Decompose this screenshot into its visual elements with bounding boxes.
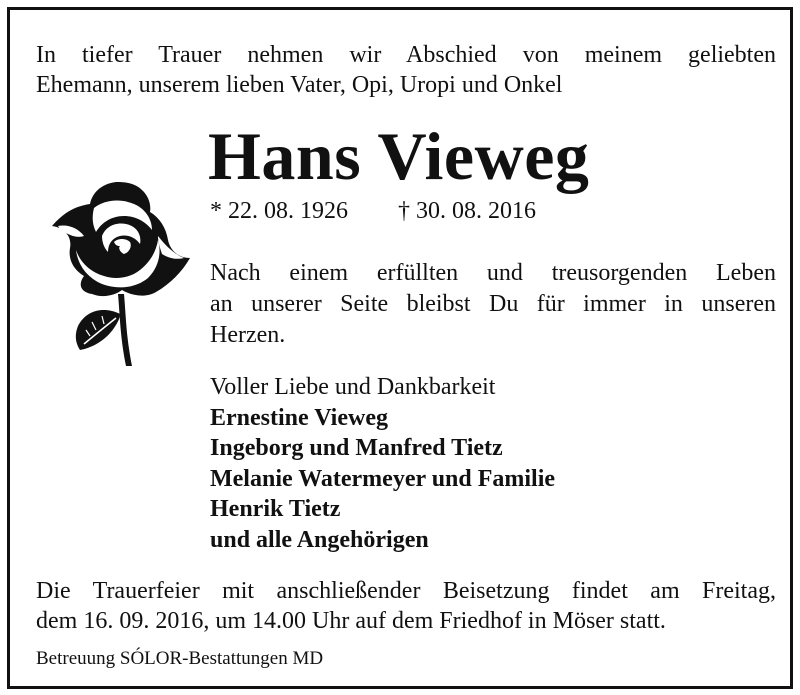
mourner-name: und alle Angehörigen — [210, 526, 429, 553]
verse-line-1: Nach einem erfüllten und treusorgenden Leben — [210, 260, 776, 286]
mourner-name: Ingeborg und Manfred Tietz — [210, 435, 503, 461]
undertaker-credit: Betreuung SÓLOR-Bestattungen MD — [36, 648, 324, 669]
intro-line-2: Ehemann, unserem lieben Vater, Opi, Uropi und Onkel — [36, 72, 563, 98]
signoff-intro: Voller Liebe und Dankbarkeit — [210, 374, 496, 400]
rose-icon — [40, 176, 192, 372]
funeral-line-1: Die Trauerfeier mit anschließender Beisetzung findet am Freitag, — [36, 578, 776, 604]
obituary-frame — [7, 7, 793, 689]
life-dates — [210, 196, 536, 226]
mourner-name: Melanie Watermeyer und Familie — [210, 465, 556, 492]
intro-line-1: In tiefer Trauer nehmen wir Abschied von meinem geliebten — [36, 42, 776, 68]
verse-text — [210, 258, 776, 351]
death-date: † 30. 08. 2016 — [398, 198, 536, 224]
funeral-notice — [36, 576, 776, 636]
verse-line-2: an unserer Seite bleibst Du für immer in unseren — [210, 291, 776, 317]
birth-date: * 22. 08. 1926 — [210, 198, 348, 224]
signoff — [210, 372, 555, 555]
funeral-line-2: dem 16. 09. 2016, um 14.00 Uhr auf dem Friedhof in Möser statt. — [36, 608, 666, 634]
intro-text — [36, 40, 776, 100]
verse-line-3: Herzen. — [210, 322, 286, 348]
mourner-name: Ernestine Vieweg — [210, 404, 388, 431]
deceased-name: Hans Vieweg — [208, 118, 590, 194]
mourner-name: Henrik Tietz — [210, 496, 341, 522]
